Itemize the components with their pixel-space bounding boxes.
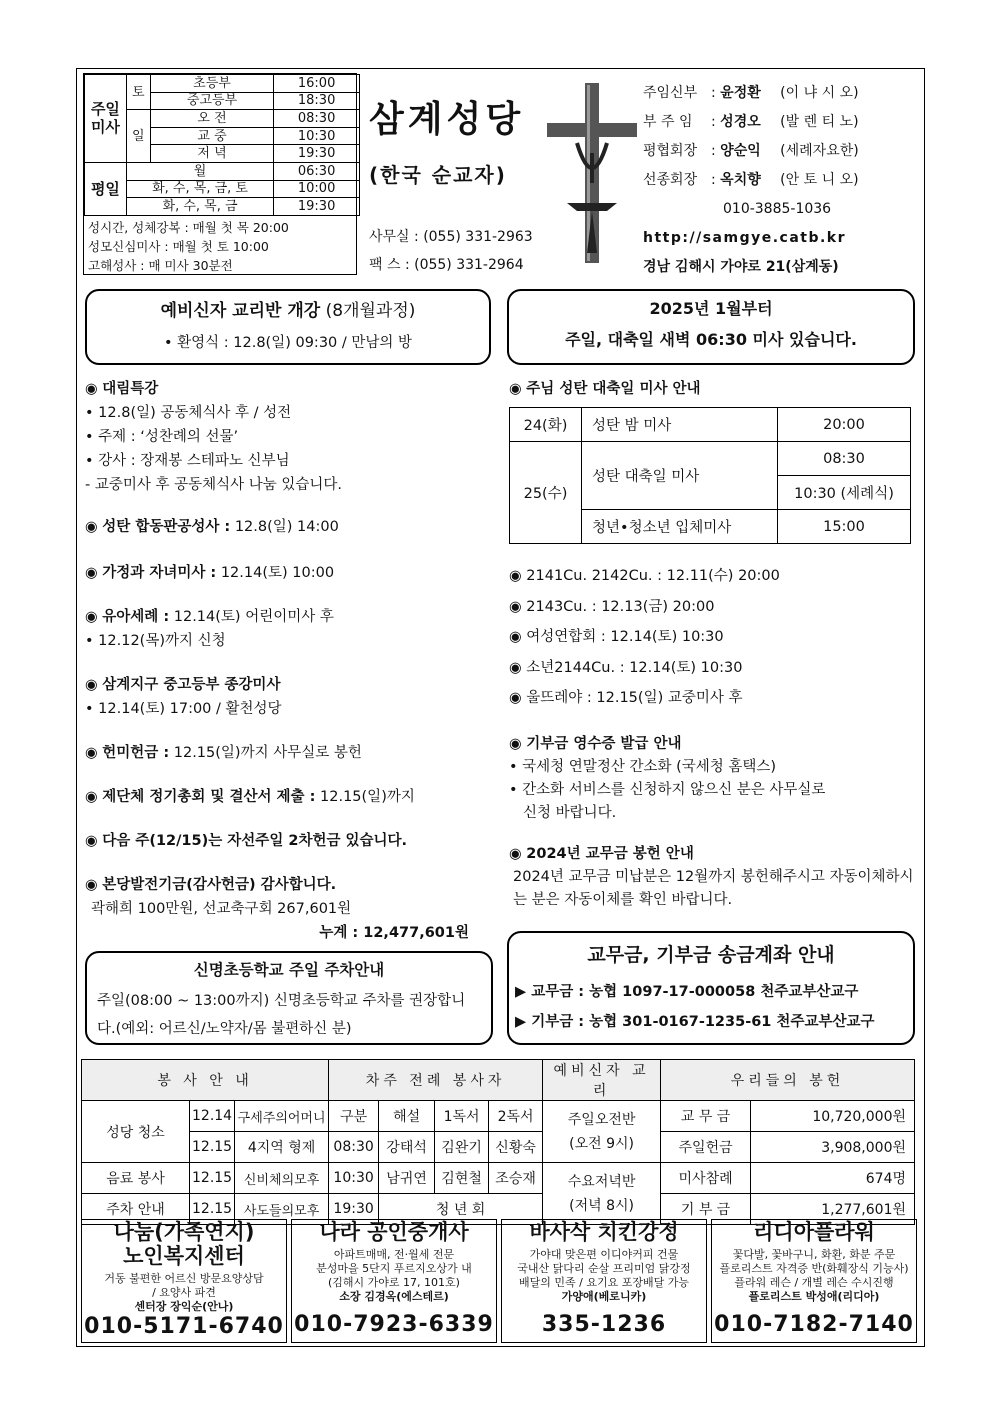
mass-time: 18:30	[274, 92, 360, 110]
account-title: 교무금, 기부금 송금계좌 안내	[587, 944, 835, 966]
mass-note: 성모신심미사 : 매월 첫 토 10:00	[88, 239, 269, 254]
church-contact	[369, 223, 533, 279]
meeting-text: 2141Cu. 2142Cu. : 12.11(수) 20:00	[526, 568, 780, 584]
dues-text: 2024년 교무금 미납분은 12월까지 봉헌해주시고 자동이체하시는 분은 자동이체를 확인 바랍니다.	[513, 869, 914, 908]
cell: 강태석	[379, 1132, 435, 1163]
fax-number: 팩 스 : (055) 331-2964	[369, 257, 524, 273]
ad-title: 나눔(가족연지)	[113, 1220, 255, 1244]
meeting-text: 2143Cu. : 12.13(금) 20:00	[526, 598, 715, 615]
penance-value: 12.8(일) 14:00	[230, 519, 339, 535]
mass-time: 06:30	[274, 162, 360, 180]
staff-name: 윤정환	[720, 85, 761, 101]
cell: 구세주의어머니	[235, 1101, 329, 1132]
account-row: ▶ 기부금 : 농협 301-0167-1235-61 천주교부산교구	[515, 1014, 875, 1030]
staff-baptism: (세례자요한)	[780, 143, 859, 159]
receipt-section	[509, 733, 915, 912]
mass-name: 오 전	[150, 110, 273, 128]
mass-name: 초등부	[150, 75, 273, 93]
dawn-mass-notice	[507, 289, 915, 365]
mass-schedule-table	[84, 74, 360, 216]
cell: 신황숙	[489, 1132, 543, 1163]
account-row: ▶ 교무금 : 농협 1097-17-000058 천주교부산교구	[515, 984, 859, 1000]
mass-cell: 성탄 밤 미사	[582, 408, 778, 442]
cell: 4지역 형제	[235, 1132, 329, 1163]
offering-value: 674명	[751, 1163, 915, 1194]
mass-schedule-box	[83, 73, 357, 275]
sunday-label: 일	[126, 110, 150, 163]
cell: 12.15	[190, 1194, 235, 1225]
ad-text: 꽃다발, 꽃바구니, 화환, 화분 주문 플로리스트 자격증 반(화훼장식 기능사) 플라워 레슨 / 개별 레슨 수시진행	[719, 1248, 909, 1289]
infant-baptism-title: ◉ 유아세례 :	[85, 609, 169, 625]
mass-cell: 청년•청소년 입체미사	[582, 510, 778, 544]
ad-phone: 010-5171-6740	[84, 1314, 284, 1339]
saturday-label: 토	[126, 75, 150, 110]
staff-row: 주임신부 : 윤정환 (이 냐 시 오)	[643, 79, 859, 108]
christmas-mass-table	[509, 407, 911, 544]
class-cell: 수요저녁반 (저녁 8시)	[543, 1163, 661, 1225]
meeting-item: ◉ 울뜨레야 : 12.15(일) 교중미사 후	[509, 690, 743, 706]
notice-line: • 환영식 : 12.8(일) 09:30 / 만남의 방	[163, 335, 413, 351]
time-cell: 10:30 (세례식)	[778, 476, 911, 510]
ad-owner: 소장 김경옥(에스테르)	[339, 1290, 449, 1303]
staff-label: 주임신부	[643, 85, 698, 101]
parking-text: 주일(08:00 ~ 13:00까지) 신명초등학교 주차를 권장합니다.(예외: 어르신/노약자/몸 불편하신 분)	[97, 993, 466, 1037]
offering-label: 교 무 금	[661, 1101, 751, 1132]
cell: 2독서	[489, 1101, 543, 1132]
mass-time: 08:30	[274, 110, 360, 128]
account-notice	[507, 931, 915, 1045]
cell: 해설	[379, 1101, 435, 1132]
thanks-line: 곽해희 100만원, 선교축구회 267,601원	[91, 901, 352, 917]
staff-baptism: (안 토 니 오)	[780, 172, 859, 188]
church-title: 삼계성당	[369, 99, 525, 140]
header-cell: 우리들의 봉헌	[661, 1060, 915, 1101]
cell: 1독서	[435, 1101, 489, 1132]
ads-row	[81, 1219, 919, 1343]
infant-baptism-value: 12.14(토) 어린이미사 후	[169, 609, 334, 625]
ad-owner: 플로리스트 박성애(리디아)	[748, 1290, 880, 1303]
cell: 사도들의모후	[235, 1194, 329, 1225]
ad-title: 리디아플라워	[753, 1220, 875, 1244]
ad-phone: 335-1236	[541, 1312, 667, 1337]
date-cell: 24(화)	[510, 408, 582, 442]
list-item: • 강사 : 장재봉 스테파노 신부님	[85, 449, 495, 473]
mass-name: 월	[126, 162, 273, 180]
cell: 구분	[329, 1101, 379, 1132]
offering-value: 3,908,000원	[751, 1132, 915, 1163]
header-cell: 예비신자 교리	[543, 1060, 661, 1101]
date-cell: 25(수)	[510, 442, 582, 544]
time-cell: 20:00	[778, 408, 911, 442]
ad-title: 나라 공인중개사	[319, 1220, 469, 1244]
dues-title: ◉ 2024년 교무금 봉헌 안내	[509, 843, 915, 866]
mass-time: 19:30	[274, 198, 360, 216]
staff-name: 옥치향	[720, 172, 761, 188]
staff-row: 부 주 임 : 성경오 (발 렌 티 노)	[643, 108, 859, 137]
staff-row: 평협회장 : 양순익 (세례자요한)	[643, 137, 859, 166]
youth-mass-title: ◉ 삼계지구 중고등부 종강미사	[85, 673, 495, 697]
notice-line: 주일, 대축일 새벽 06:30 미사 있습니다.	[565, 330, 857, 349]
offering-label: 주일헌금	[661, 1132, 751, 1163]
time-cell: 08:30	[778, 442, 911, 476]
ad-title: 노인복지센터	[123, 1244, 245, 1268]
mass-name: 화, 수, 목, 금, 토	[126, 180, 273, 198]
notice-title: 예비신자 교리반 개강	[160, 301, 321, 321]
penance-title: ◉ 성탄 합동판공성사 :	[85, 519, 230, 535]
cell: 12.14	[190, 1101, 235, 1132]
receipt-title: ◉ 기부금 영수증 발급 안내	[509, 733, 915, 756]
mass-notes	[88, 218, 289, 275]
cell: 김현철	[435, 1163, 489, 1194]
list-item: - 교중미사 후 공동체식사 나눔 있습니다.	[85, 473, 495, 497]
thanks-total: 누계 : 12,477,601원	[319, 925, 469, 941]
meeting-item: ◉ 2141Cu. 2142Cu. : 12.11(수) 20:00	[509, 568, 780, 584]
ad-title: 바사삭 치킨강정	[529, 1220, 679, 1244]
offering-value: 1,277,601원	[751, 1194, 915, 1225]
mass-note: 고해성사 : 매 미사 30분전	[88, 258, 233, 273]
general-meeting-value: 12.15(일)까지	[315, 789, 415, 805]
offering-label: 미사참례	[661, 1163, 751, 1194]
ad-owner: 센터장 장익순(안나)	[134, 1300, 234, 1313]
list-item: • 국세청 연말정산 간소화 (국세청 홈택스)	[509, 756, 915, 779]
staff-name: 양순익	[720, 143, 761, 159]
ad-phone: 010-7182-7140	[714, 1312, 914, 1337]
thanks-title: ◉ 본당발전기금(감사헌금) 감사합니다.	[85, 873, 495, 897]
service-name: 음료 봉사	[82, 1163, 190, 1194]
offering-title: ◉ 헌미헌금 :	[85, 745, 169, 761]
list-item: • 간소화 서비스를 신청하지 않으신 분은 사무실로 신청 바랍니다.	[509, 779, 915, 825]
mass-name: 중고등부	[150, 92, 273, 110]
mass-time: 16:00	[274, 75, 360, 93]
mass-time: 10:00	[274, 180, 360, 198]
meeting-text: 소년2144Cu. : 12.14(토) 10:30	[526, 659, 743, 676]
cell: 08:30	[329, 1132, 379, 1163]
mass-note: 성시간, 성체강복 : 매월 첫 목 20:00	[88, 220, 289, 235]
staff-label: 부 주 임	[643, 114, 693, 130]
ad-text: 거동 불편한 어르신 방문요양상담 / 요양사 파견	[104, 1272, 264, 1299]
cell: 10:30	[329, 1163, 379, 1194]
staff-phone: 010-3885-1036	[723, 201, 832, 217]
cell: 신비체의모후	[235, 1163, 329, 1194]
ad-welfare-center	[81, 1219, 287, 1343]
meeting-item: ◉ 여성연합회 : 12.14(토) 10:30	[509, 629, 724, 645]
cell: 12.15	[190, 1132, 235, 1163]
staff-label: 선종회장	[643, 172, 698, 188]
service-name: 주차 안내	[82, 1194, 190, 1225]
offering-label: 기 부 금	[661, 1194, 751, 1225]
notice-line: 2025년 1월부터	[649, 299, 773, 318]
church-subtitle: (한국 순교자)	[369, 163, 507, 187]
staff-row: 선종회장 : 옥치향 (안 토 니 오)	[643, 166, 859, 195]
meeting-text: 여성연합회 : 12.14(토) 10:30	[526, 629, 724, 645]
christmas-title: ◉ 주님 성탄 대축일 미사 안내	[509, 377, 915, 401]
header-cell: 봉 사 안 내	[82, 1060, 329, 1101]
mass-time: 19:30	[274, 145, 360, 163]
website-link[interactable]: http://samgye.catb.kr	[643, 230, 847, 246]
cell: 청 년 회	[379, 1194, 543, 1225]
offering-value: 10,720,000원	[751, 1101, 915, 1132]
header-cell: 차주 전례 봉사자	[329, 1060, 543, 1101]
mass-name: 저 녁	[150, 145, 273, 163]
cell: 남귀연	[379, 1163, 435, 1194]
list-item: • 12.12(목)까지 신청	[85, 629, 495, 653]
church-address: 경남 김해시 가야로 21(삼계동)	[643, 259, 839, 275]
mass-name: 화, 수, 목, 금	[126, 198, 273, 216]
ad-text: 가야대 맞은편 이디야커피 건물 국내산 닭다리 순살 프리미엄 닭강정 배달의 민족 / 요기요 포장배달 가능	[517, 1248, 691, 1289]
left-announcements	[85, 377, 495, 945]
staff-list	[643, 79, 859, 282]
staff-baptism: (발 렌 티 노)	[780, 114, 859, 130]
service-name: 성당 청소	[82, 1101, 190, 1163]
meeting-item: ◉ 2143Cu. : 12.13(금) 20:00	[509, 598, 715, 615]
mass-name: 교 중	[150, 127, 273, 145]
parking-notice	[85, 951, 493, 1045]
general-meeting-title: ◉ 제단체 정기총회 및 결산서 제출 :	[85, 789, 315, 805]
meeting-text: 울뜨레야 : 12.15(일) 교중미사 후	[526, 690, 743, 706]
list-item: • 12.8(일) 공동체식사 후 / 성전	[85, 401, 495, 425]
advent-title: ◉ 대림특강	[85, 377, 495, 401]
family-mass-value: 12.14(토) 10:00	[216, 565, 335, 581]
cell: 12.15	[190, 1163, 235, 1194]
charity-title: ◉ 다음 주(12/15)는 자선주일 2차헌금 있습니다.	[85, 829, 495, 853]
parking-title: 신명초등학교 주일 주차안내	[193, 961, 385, 979]
staff-baptism: (이 냐 시 오)	[780, 85, 859, 101]
bulletin-page	[76, 68, 925, 1347]
list-item: • 12.14(토) 17:00 / 활천성당	[85, 697, 495, 721]
cell: 김완기	[435, 1132, 489, 1163]
meeting-list	[509, 561, 915, 714]
ad-phone: 010-7923-6339	[294, 1312, 494, 1337]
service-table	[81, 1059, 915, 1225]
ad-flower	[711, 1219, 917, 1343]
cross-sword-icon	[547, 83, 637, 263]
ad-chicken	[501, 1219, 707, 1343]
list-item: • 주제 : ‘성찬례의 선물’	[85, 425, 495, 449]
office-phone: 사무실 : (055) 331-2963	[369, 229, 533, 245]
catechumen-notice	[85, 289, 491, 365]
mass-cell: 성탄 대축일 미사	[582, 442, 778, 510]
staff-label: 평협회장	[643, 143, 698, 159]
class-cell: 주일오전반 (오전 9시)	[543, 1101, 661, 1163]
ad-realtor	[291, 1219, 497, 1343]
cell: 19:30	[329, 1194, 379, 1225]
ad-owner: 가양애(베로니카)	[561, 1290, 647, 1303]
mass-time: 10:30	[274, 127, 360, 145]
staff-name: 성경오	[720, 114, 761, 130]
christmas-title-wrap	[509, 377, 915, 401]
cell: 조승재	[489, 1163, 543, 1194]
sunday-mass-label: 주일 미사	[85, 75, 127, 163]
notice-title-rest: (8개월과정)	[320, 301, 416, 321]
meeting-item: ◉ 소년2144Cu. : 12.14(토) 10:30	[509, 659, 743, 676]
family-mass-title: ◉ 가정과 자녀미사 :	[85, 565, 216, 581]
offering-value: 12.15(일)까지 사무실로 봉헌	[169, 745, 362, 761]
time-cell: 15:00	[778, 510, 911, 544]
ad-text: 아파트매매, 전·월세 전문 분성마을 5단지 푸르지오상가 내 (김해시 가야로 17, 101호)	[316, 1248, 472, 1289]
weekday-mass-label: 평일	[85, 162, 127, 215]
